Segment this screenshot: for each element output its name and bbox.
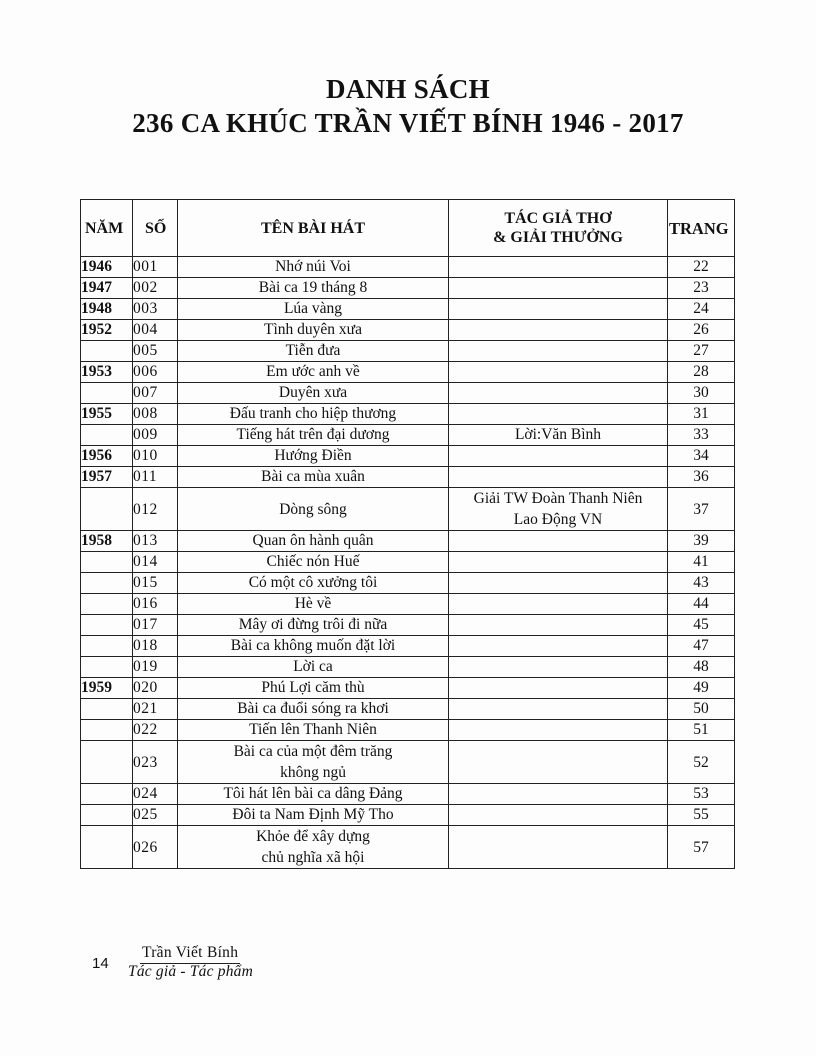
table-row [81,299,735,320]
song-number-cell: 025 [133,805,178,826]
year-cell: 1959 [81,678,133,699]
song-number-cell: 021 [133,699,178,720]
page-cell: 53 [668,784,735,805]
page-cell: 48 [668,657,735,678]
author-award-cell [449,362,668,383]
column-header-year: NĂM [81,200,133,257]
song-number-cell: 018 [133,636,178,657]
author-award-cell [449,299,668,320]
table-row [81,594,735,615]
page-cell: 41 [668,552,735,573]
table-row [81,531,735,552]
song-title-line: Tiếng hát trên đại dương [236,426,390,443]
song-number-cell: 017 [133,615,178,636]
page-cell: 49 [668,678,735,699]
table-row [81,320,735,341]
year-cell [81,636,133,657]
page-cell: 44 [668,594,735,615]
table-row [81,552,735,573]
page-cell: 30 [668,383,735,404]
song-number-cell: 011 [133,467,178,488]
song-number-cell: 023 [133,741,178,784]
song-title-line: Lúa vàng [283,300,343,317]
page-cell: 47 [668,636,735,657]
year-cell [81,552,133,573]
song-number-cell: 007 [133,383,178,404]
table-row [81,741,735,784]
year-cell: 1955 [81,404,133,425]
table-row [81,657,735,678]
page-cell: 39 [668,531,735,552]
table-row [81,257,735,278]
song-title-line: Bài ca 19 tháng 8 [258,279,368,296]
year-cell [81,615,133,636]
author-award-cell [449,257,668,278]
song-number-cell: 026 [133,826,178,869]
page-cell: 43 [668,573,735,594]
song-number-cell: 005 [133,341,178,362]
author-award-cell [449,488,668,531]
song-number-cell: 020 [133,678,178,699]
table-row [81,425,735,446]
author-award-line: Lao Động VN [513,511,603,528]
table-row [81,446,735,467]
song-title-cell [178,594,449,615]
song-title-line: Em ước anh về [266,363,360,380]
song-title-line: Có một cô xưởng tôi [248,574,378,591]
song-title-cell [178,488,449,531]
year-cell [81,699,133,720]
year-cell: 1958 [81,531,133,552]
table-row [81,573,735,594]
author-award-cell [449,404,668,425]
year-cell [81,805,133,826]
song-title-line: Bài ca đuổi sóng ra khơi [237,700,389,717]
song-list-table [80,199,735,869]
song-title-line: Nhớ núi Voi [275,258,351,275]
author-award-cell [449,552,668,573]
table-row [81,784,735,805]
song-title-cell [178,615,449,636]
page-number: 14 [92,955,109,972]
song-number-cell: 006 [133,362,178,383]
song-title-cell [178,299,449,320]
column-header-author-award [449,200,668,257]
song-title-cell [178,741,449,784]
table-row [81,678,735,699]
song-title-line: Mây ơi đừng trôi đi nữa [238,616,388,633]
song-number-cell: 003 [133,299,178,320]
author-award-cell [449,594,668,615]
author-award-cell [449,699,668,720]
year-cell [81,594,133,615]
year-cell [81,784,133,805]
song-title-cell [178,805,449,826]
page-cell: 50 [668,699,735,720]
page-title-line-2: 236 CA KHÚC TRẦN VIẾT BÍNH 1946 - 2017 [132,108,684,138]
song-number-cell: 019 [133,657,178,678]
song-title-line: chủ nghĩa xã hội [261,849,365,866]
table-row [81,488,735,531]
song-number-cell: 024 [133,784,178,805]
table-row [81,720,735,741]
table-row [81,615,735,636]
author-award-cell [449,678,668,699]
table-row [81,341,735,362]
song-title-cell [178,257,449,278]
author-award-cell [449,573,668,594]
song-rows [81,257,735,869]
song-title-cell [178,383,449,404]
table-row [81,805,735,826]
author-award-line: Lời:Văn Bình [514,426,602,443]
table-row [81,362,735,383]
song-title-cell [178,467,449,488]
song-title-line: Đôi ta Nam Định Mỹ Tho [232,806,394,823]
author-award-cell [449,278,668,299]
table-row [81,826,735,869]
column-header-page: TRANG [668,200,735,257]
song-title-cell [178,341,449,362]
song-number-cell: 010 [133,446,178,467]
column-header-number: SỐ [133,200,178,257]
song-title-line: Duyên xưa [278,384,348,401]
author-award-cell [449,720,668,741]
song-title-line: Hướng Điền [274,447,352,464]
author-award-cell [449,383,668,404]
author-award-cell [449,741,668,784]
song-title-line: Tình duyên xưa [264,321,362,338]
song-title-cell [178,531,449,552]
author-award-cell [449,805,668,826]
author-award-cell [449,467,668,488]
table-header-row [81,200,735,257]
page-cell: 52 [668,741,735,784]
song-number-cell: 022 [133,720,178,741]
song-title-line: Tôi hát lên bài ca dâng Đảng [223,785,403,802]
author-award-cell [449,446,668,467]
song-title-cell [178,636,449,657]
page-cell: 31 [668,404,735,425]
page-cell: 24 [668,299,735,320]
song-number-cell: 004 [133,320,178,341]
page-cell: 45 [668,615,735,636]
song-title-line: Bài ca không muốn đặt lời [230,637,396,654]
song-title-cell [178,404,449,425]
song-title-cell [178,425,449,446]
song-number-cell: 002 [133,278,178,299]
song-title-cell [178,552,449,573]
column-header-author-line-2: & GIẢI THƯỞNG [493,229,623,246]
page-cell: 23 [668,278,735,299]
year-cell [81,573,133,594]
year-cell [81,425,133,446]
footer-author: Trần Viết Bính [140,944,240,964]
song-title-line: Dòng sông [279,500,347,518]
song-title-cell [178,362,449,383]
year-cell [81,383,133,404]
year-cell: 1952 [81,320,133,341]
table-row [81,404,735,425]
author-award-cell [449,425,668,446]
year-cell [81,741,133,784]
page-cell: 22 [668,257,735,278]
song-title-cell [178,278,449,299]
author-award-cell [449,615,668,636]
column-header-song-title: TÊN BÀI HÁT [178,200,449,257]
page-cell: 36 [668,467,735,488]
song-title-cell [178,699,449,720]
page-cell: 55 [668,805,735,826]
footer-subtitle: Tác giả - Tác phẩm [128,963,254,980]
song-title-line: Khỏe để xây dựng [256,828,370,845]
page-title-line-1: DANH SÁCH [326,74,490,104]
song-title-line: Bài ca mùa xuân [261,468,365,485]
author-award-cell [449,657,668,678]
year-cell: 1946 [81,257,133,278]
author-award-cell [449,341,668,362]
year-cell: 1956 [81,446,133,467]
song-title-cell [178,784,449,805]
page-cell: 34 [668,446,735,467]
page-cell: 28 [668,362,735,383]
page-cell: 51 [668,720,735,741]
song-title-line: Lời ca [293,658,333,675]
song-title-line: Quan ôn hành quân [252,532,374,549]
song-title-line: Tiễn đưa [285,342,341,359]
song-number-cell: 014 [133,552,178,573]
song-title-line: không ngủ [280,764,346,781]
year-cell: 1953 [81,362,133,383]
song-title-line: Bài ca của một đêm trăng [233,743,393,760]
year-cell [81,488,133,531]
song-title-line: Chiếc nón Huế [266,553,360,570]
song-number-cell: 015 [133,573,178,594]
year-cell: 1957 [81,467,133,488]
page-cell: 26 [668,320,735,341]
author-award-cell [449,320,668,341]
song-title-line: Tiến lên Thanh Niên [249,721,377,738]
column-header-author-line-1: TÁC GIẢ THƠ [504,210,612,227]
author-award-cell [449,636,668,657]
song-title-cell [178,320,449,341]
page-cell: 37 [668,488,735,531]
song-title-cell [178,446,449,467]
song-title-cell [178,826,449,869]
year-cell [81,657,133,678]
song-title-line: Phú Lợi căm thù [261,679,365,696]
song-title-cell [178,657,449,678]
table-row [81,699,735,720]
song-title-cell [178,720,449,741]
song-title-line: Đấu tranh cho hiệp thương [229,405,397,422]
page-cell: 27 [668,341,735,362]
song-number-cell: 016 [133,594,178,615]
year-cell [81,341,133,362]
table-row [81,278,735,299]
author-award-cell [449,826,668,869]
table-row [81,467,735,488]
song-number-cell: 008 [133,404,178,425]
song-number-cell: 001 [133,257,178,278]
year-cell [81,826,133,869]
song-title-cell [178,678,449,699]
page-cell: 57 [668,826,735,869]
song-number-cell: 009 [133,425,178,446]
table-row [81,636,735,657]
song-title-cell [178,573,449,594]
song-number-cell: 012 [133,488,178,531]
year-cell [81,720,133,741]
author-award-cell [449,531,668,552]
year-cell: 1948 [81,299,133,320]
author-award-line: Giải TW Đoàn Thanh Niên [473,490,643,507]
song-number-cell: 013 [133,531,178,552]
song-title-line: Hè về [294,595,332,612]
table-row [81,383,735,404]
year-cell: 1947 [81,278,133,299]
author-award-cell [449,784,668,805]
page-cell: 33 [668,425,735,446]
